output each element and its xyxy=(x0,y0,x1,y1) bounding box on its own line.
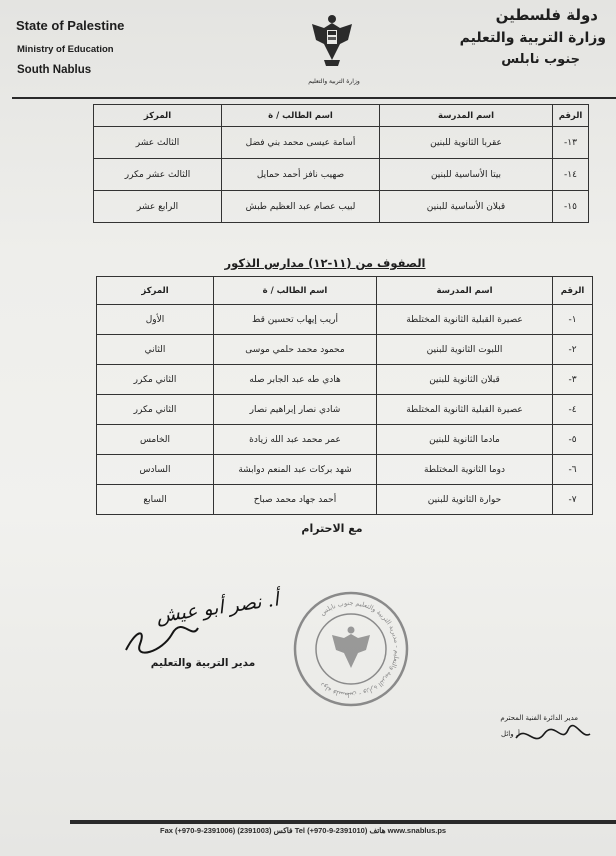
emblem-caption: وزارة التربية والتعليم xyxy=(308,78,360,85)
table-row: ٢- اللبوت الثانوية للبنين محمود محمد حلمي موسى الثاني xyxy=(97,335,593,365)
cc-line-1: مدير الدائرة الفنية المحترم xyxy=(500,714,578,722)
col-student: اسم الطالب / ة xyxy=(222,105,380,127)
col-student: اسم الطالب / ة xyxy=(214,277,377,305)
col-rank: المركز xyxy=(97,277,214,305)
header-en-state: State of Palestine xyxy=(16,18,125,33)
section-title: الصفوف من (١١-١٢) مدارس الذكور xyxy=(224,256,426,270)
handwritten-signature: أ. نصر أبو عيش xyxy=(154,588,281,628)
col-rank: المركز xyxy=(94,105,222,127)
footer-contact: Fax (+970-9-2391006) فاكس (2391003) Tel (+970-9-2391010) هاتف www.snablus.ps xyxy=(160,826,447,835)
table-row: ٦- دوما الثانوية المختلطة شهد بركات عبد المنعم دوابشة السادس xyxy=(97,455,593,485)
table-header-row xyxy=(94,105,589,127)
table-row: ١٤- بيتا الأساسية للبنين صهيب نافز أحمد حمايل الثالث عشر مكرر xyxy=(94,159,589,191)
header-ar-directorate: جنوب نابلس xyxy=(501,52,580,67)
official-stamp xyxy=(292,590,410,708)
col-school: اسم المدرسة xyxy=(380,105,553,127)
signature-title: مدير التربية والتعليم xyxy=(150,657,256,669)
signature-flourish-icon xyxy=(122,620,202,660)
table-row: ٧- حوارة الثانوية للبنين أحمد جهاد محمد صباح السابع xyxy=(97,485,593,515)
table-row: ١٣- عقربا الثانوية للبنين أسامة عيسى محمد بني فضل الثالث عشر xyxy=(94,127,589,159)
table-row: ٣- قبلان الثانوية للبنين هادي طه عبد الجابر صله الثاني مكرر xyxy=(97,365,593,395)
table-header-row xyxy=(97,277,593,305)
palestine-eagle-emblem-icon xyxy=(310,10,354,72)
table-row: ١٥- قبلان الأساسية للبنين لبيب عصام عبد العظيم طبش الرابع عشر xyxy=(94,191,589,223)
table-row: ٤- عصيرة القبلية الثانوية المختلطة شادي نصار إبراهيم نصار الثاني مكرر xyxy=(97,395,593,425)
table-row: ١- عصيرة القبلية الثانوية المختلطة أريب إيهاب تحسين قط الأول xyxy=(97,305,593,335)
stamp-ring-text: دولة فلسطين - وزارة التربية والتعليم - مديرية التربية والتعليم جنوب نابلس xyxy=(318,598,402,700)
header-en-directorate: South Nablus xyxy=(17,64,92,76)
header-ar-ministry: وزارة التربية والتعليم xyxy=(459,30,606,46)
cc-line-2: أ. وائل xyxy=(501,730,520,738)
col-number: الرقم xyxy=(553,277,593,305)
header-ar-state: دولة فلسطين xyxy=(495,6,598,24)
closing-text: مع الاحترام xyxy=(301,522,363,535)
ranking-table-boys xyxy=(96,276,593,515)
footer-rule xyxy=(70,820,616,824)
table-row: ٥- مادما الثانوية للبنين عمر محمد عبد الله زيادة الخامس xyxy=(97,425,593,455)
col-school: اسم المدرسة xyxy=(377,277,553,305)
header-divider xyxy=(12,97,616,99)
col-number: الرقم xyxy=(553,105,589,127)
header-en-ministry: Ministry of Education xyxy=(17,44,114,55)
cc-initials-icon xyxy=(512,720,592,750)
ranking-table-continued xyxy=(93,104,589,223)
